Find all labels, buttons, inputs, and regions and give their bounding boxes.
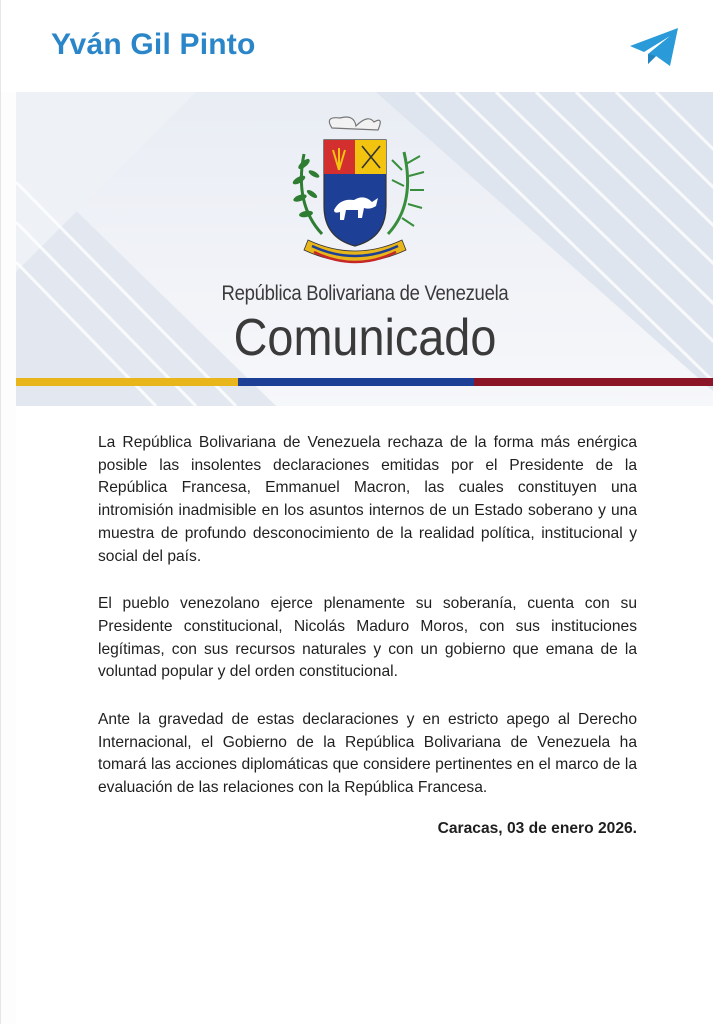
communique-image[interactable] (16, 92, 713, 1024)
communique-body (98, 432, 637, 825)
document-title: Comunicado (233, 309, 497, 367)
channel-name-link[interactable]: Yván Gil Pinto (51, 28, 256, 61)
paragraph: Ante la gravedad de estas declaraciones y en estricto apego al Derecho Internacional, el Gobierno de la República Bolivariana de Venezuela ha tomará las acciones diplomáticas que considere pertinentes en el marco de la evaluación de las relaciones con la República Francesa. (98, 711, 637, 797)
tricolor-stripe (16, 378, 713, 386)
venezuela-coat-of-arms-icon (274, 114, 436, 276)
post-header (1, 0, 713, 92)
stripe-blue (238, 378, 474, 386)
telegram-send-icon[interactable] (626, 26, 682, 70)
document-subtitle: República Bolivariana de Venezuela (221, 282, 509, 305)
communique-banner (16, 92, 713, 406)
place-date-signature: Caracas, 03 de enero 2026. (437, 820, 637, 837)
paragraph: La República Bolivariana de Venezuela rechaza de la forma más enérgica posible las insolentes declaraciones emitidas por el Presidente de la República Francesa, Emmanuel Macron, las cuales constituyen una intromisión inadmisible en los asuntos internos de un Estado soberano y una muestra de profundo desconocimiento de la realidad política, institucional y social del país. (98, 434, 637, 565)
stripe-red (474, 378, 713, 386)
paragraph: El pueblo venezolano ejerce plenamente su soberanía, cuenta con su Presidente constitucional, Nicolás Maduro Moros, con sus instituciones legítimas, con sus recursos naturales y con un gobierno que emana de la voluntad popular y del orden constitucional. (98, 595, 637, 681)
stripe-yellow (16, 378, 238, 386)
